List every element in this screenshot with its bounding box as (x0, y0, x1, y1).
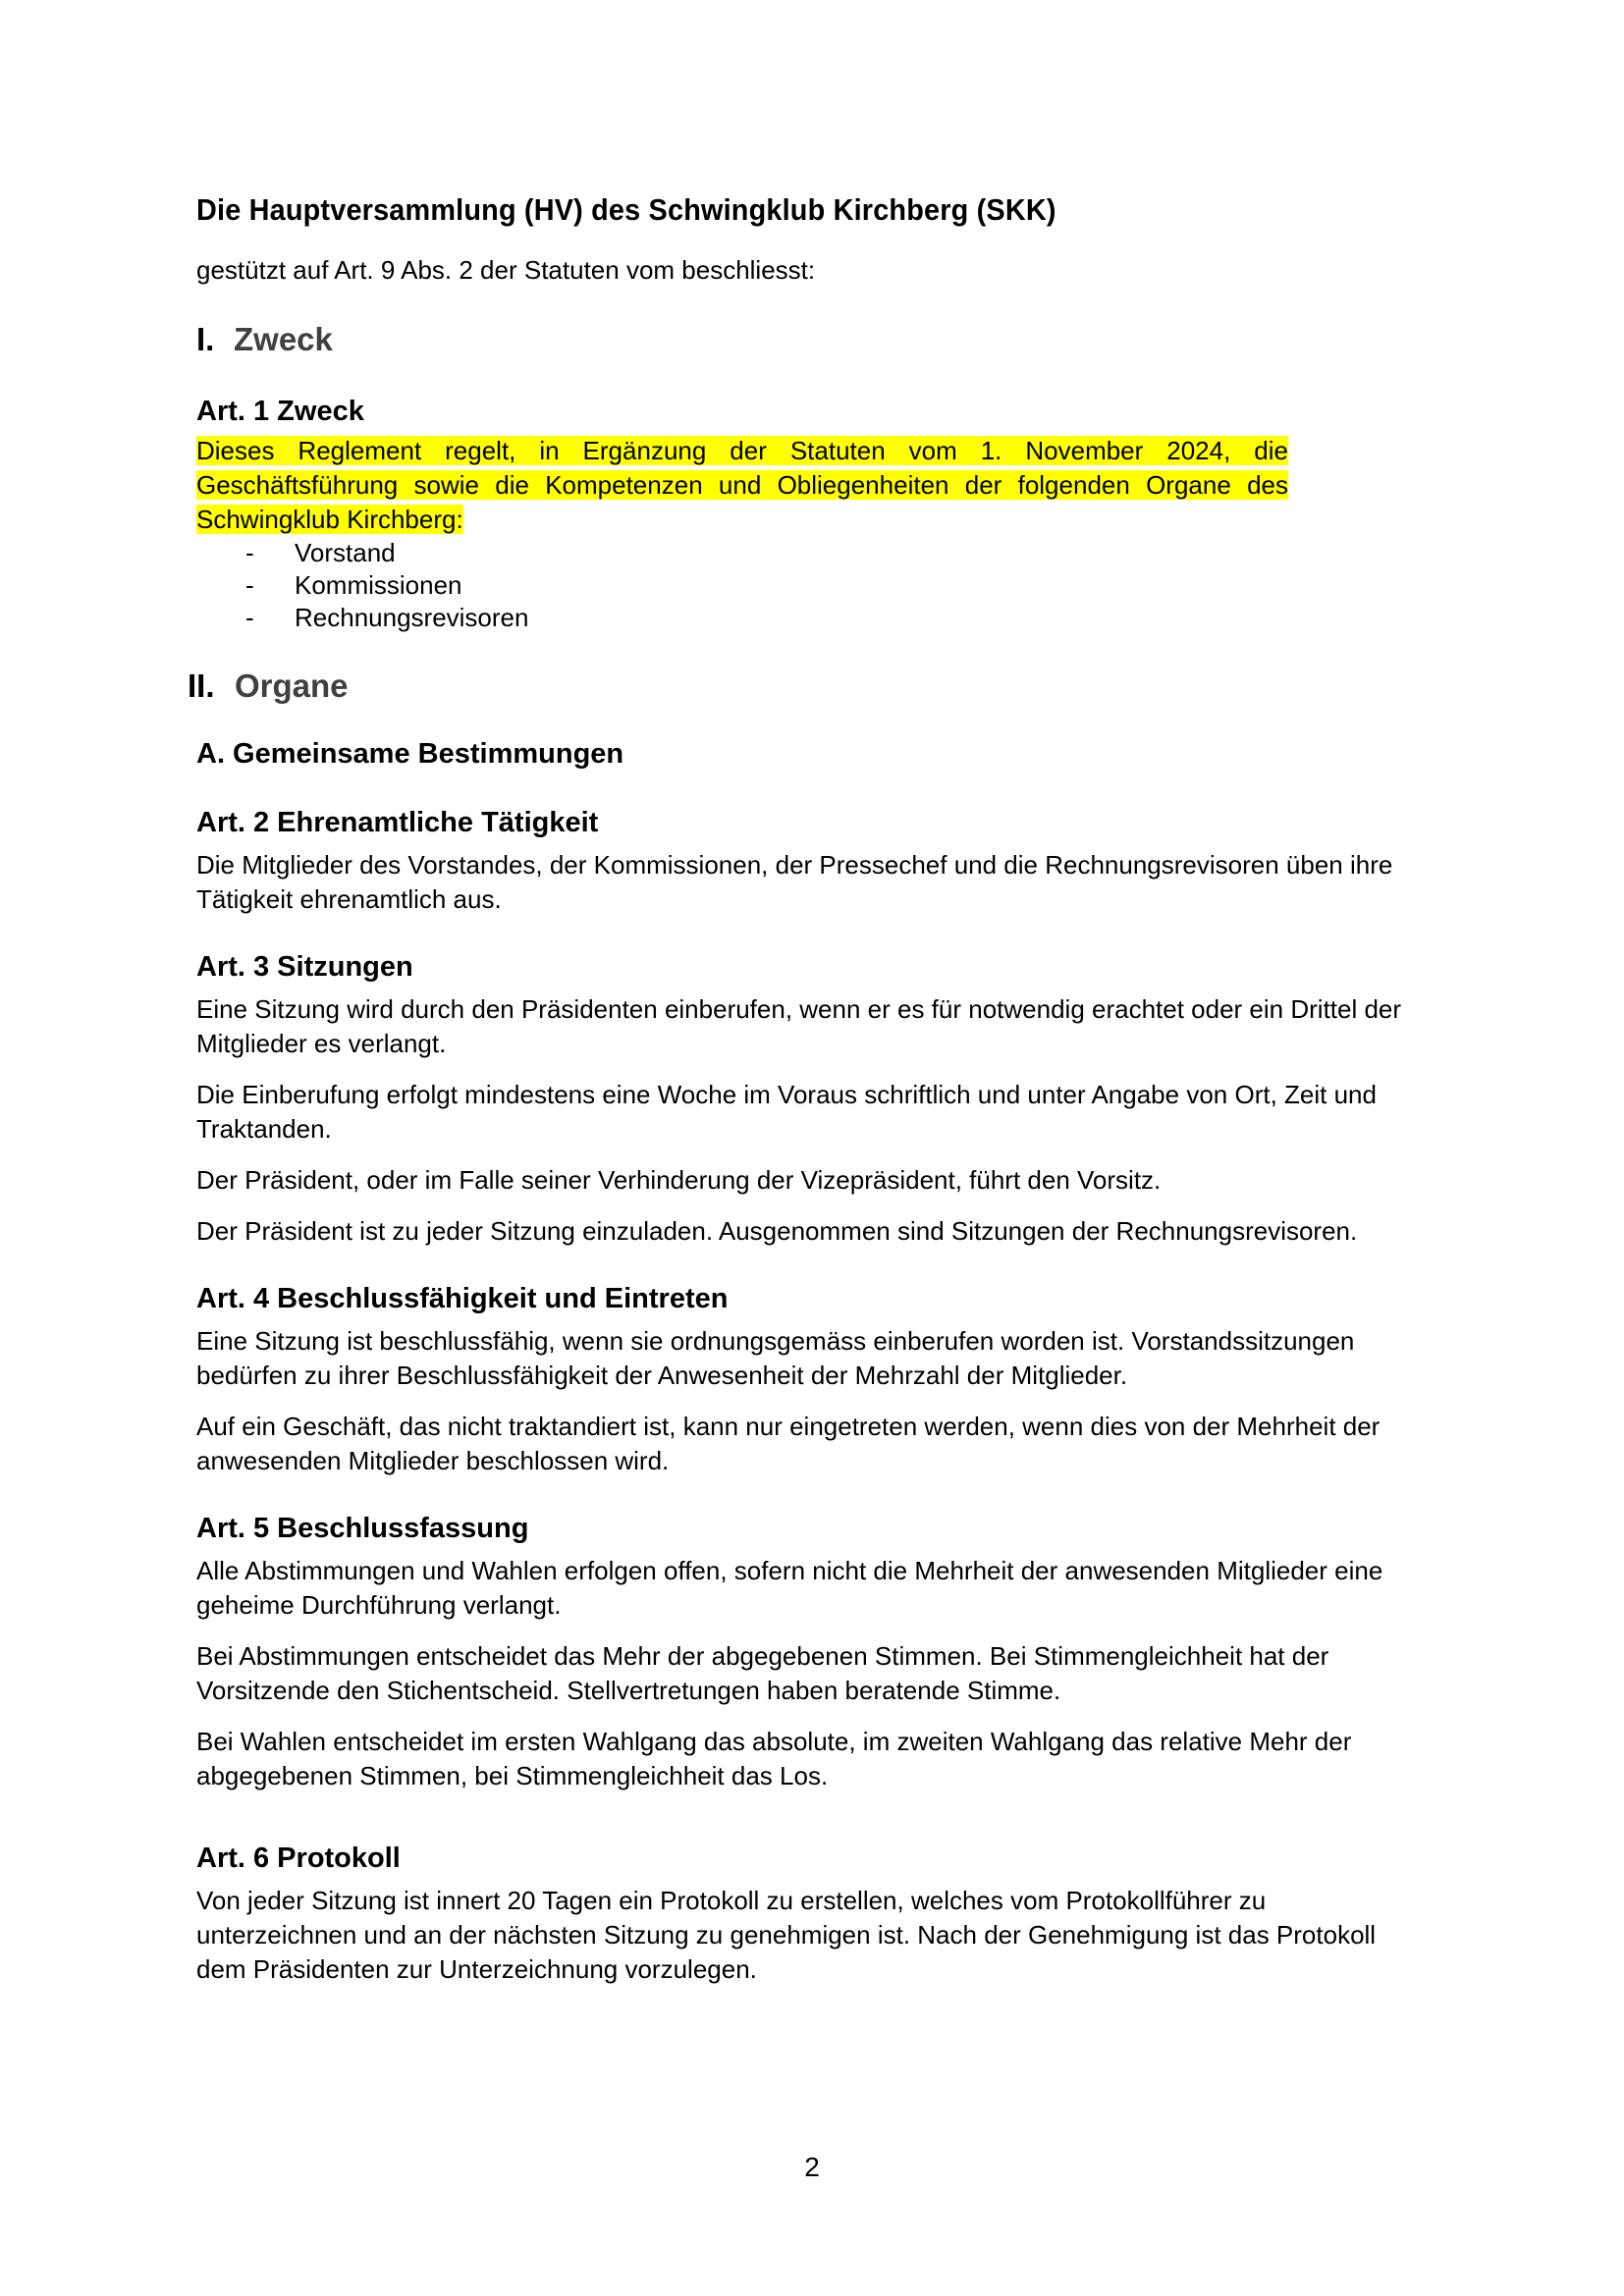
article-paragraph: Eine Sitzung ist beschlussfähig, wenn sie ordnungsgemäss einberufen worden ist. Vorstandssitzungen bedürfen zu ihrer Beschlussfähigkeit der Anwesenheit der Mehrzahl der Mitglieder. (196, 1326, 1355, 1390)
organ-list (196, 537, 1404, 634)
article-paragraph: Die Einberufung erfolgt mindestens eine Woche im Voraus schriftlich und unter Angabe von Ort, Zeit und Traktanden. (196, 1080, 1377, 1144)
article-paragraph: Von jeder Sitzung ist innert 20 Tagen ein Protokoll zu erstellen, welches vom Protokollführer zu unterzeichnen und an der nächsten Sitzung zu genehmigen ist. Nach der Genehmigung ist das Protokoll dem Präsidenten zur Unterzeichnung vorzulegen. (196, 1886, 1377, 1984)
document-title: Die Hauptversammlung (HV) des Schwingklub Kirchberg (SKK) (196, 192, 1056, 227)
list-item-label: Kommissionen (295, 570, 462, 600)
article-paragraph: Alle Abstimmungen und Wahlen erfolgen offen, sofern nicht die Mehrheit der anwesenden Mitglieder eine geheime Durchführung verlangt. (196, 1556, 1383, 1620)
page-number: 2 (804, 2152, 820, 2182)
article-title-4: Art. 4 Beschlussfähigkeit und Eintreten (196, 1283, 729, 1314)
list-item-label: Rechnungsrevisoren (295, 603, 529, 632)
list-item (196, 569, 1404, 602)
list-item-label: Vorstand (295, 538, 396, 567)
article-paragraph: Die Mitglieder des Vorstandes, der Kommissionen, der Pressechef und die Rechnungsrevisoren üben ihre Tätigkeit ehrenamtlich aus. (196, 850, 1393, 914)
list-item (196, 537, 1404, 569)
article-title-5: Art. 5 Beschlussfassung (196, 1513, 529, 1544)
list-item (196, 602, 1404, 634)
dash-marker: - (245, 603, 254, 632)
section-heading-organe (188, 667, 1404, 705)
document-body (188, 192, 1404, 1987)
section-title: Organe (235, 667, 349, 704)
article-paragraph: Der Präsident, oder im Falle seiner Verhinderung der Vizepräsident, führt den Vorsitz. (196, 1165, 1162, 1195)
dash-marker: - (245, 538, 254, 567)
article-paragraph: Eine Sitzung wird durch den Präsidenten einberufen, wenn er es für notwendig erachtet oder ein Drittel der Mitglieder es verlangt. (196, 994, 1402, 1058)
intro-text: gestützt auf Art. 9 Abs. 2 der Statuten vom beschliesst: (196, 255, 816, 285)
section-number: I. (196, 321, 215, 357)
highlighted-text: Dieses Reglement regelt, in Ergänzung der Statuten vom 1. November 2024, die Geschäftsführung sowie die Kompetenzen und Obliegenheiten der folgenden Organe des Schwingklub Kirchberg: (196, 436, 1288, 534)
dash-marker: - (245, 570, 254, 600)
section-title: Zweck (234, 321, 333, 357)
article-title-3: Art. 3 Sitzungen (196, 951, 413, 983)
article-paragraph: Bei Abstimmungen entscheidet das Mehr der abgegebenen Stimmen. Bei Stimmengleichheit hat der Vorsitzende den Stichentscheid. Stellvertretungen haben beratende Stimme. (196, 1641, 1329, 1705)
article-title-1: Art. 1 Zweck (196, 396, 364, 427)
article-title-6: Art. 6 Protokoll (196, 1842, 401, 1874)
article-paragraph: Auf ein Geschäft, das nicht traktandiert ist, kann nur eingetreten werden, wenn dies von der Mehrheit der anwesenden Mitglieder beschlossen wird. (196, 1412, 1380, 1475)
section-number: II. (188, 667, 215, 704)
article-1-text (196, 434, 1288, 537)
section-heading-zweck (196, 321, 1404, 358)
article-paragraph: Der Präsident ist zu jeder Sitzung einzuladen. Ausgenommen sind Sitzungen der Rechnungsrevisoren. (196, 1216, 1358, 1246)
article-title-2: Art. 2 Ehrenamtliche Tätigkeit (196, 807, 599, 838)
subsection-heading: A. Gemeinsame Bestimmungen (196, 738, 624, 770)
article-paragraph: Bei Wahlen entscheidet im ersten Wahlgang das absolute, im zweiten Wahlgang das relative Mehr der abgegebenen Stimmen, bei Stimmengleichheit das Los. (196, 1727, 1352, 1790)
